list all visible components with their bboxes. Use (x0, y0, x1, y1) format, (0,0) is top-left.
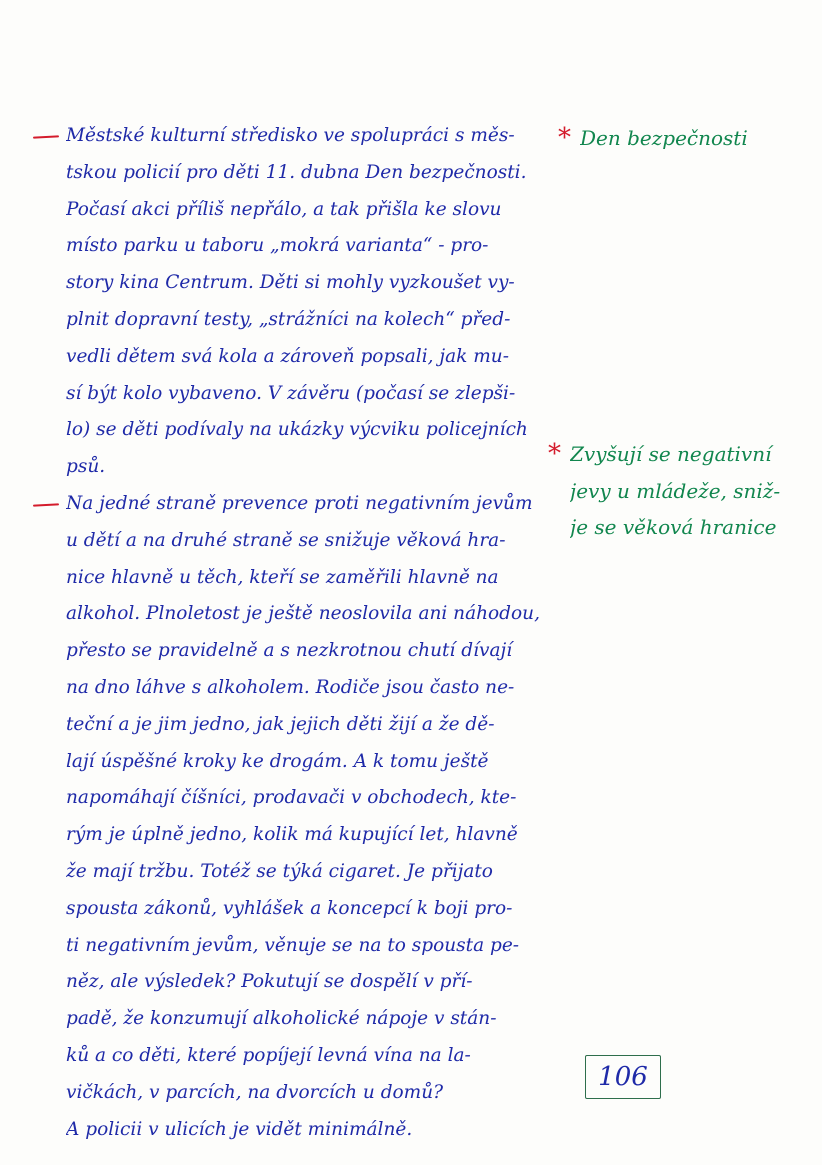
text-line: padě, že konzumují alkoholické nápoje v stán- (66, 1008, 497, 1030)
text-line: napomáhají číšníci, prodavači v obchodech, kte- (66, 787, 517, 809)
text-line: sí být kolo vybaveno. V závěru (počasí se zlepši- (66, 382, 516, 404)
margin-note-line: jevy u mládeže, sniž- (570, 478, 781, 503)
text-line: přesto se pravidelně a s nezkrotnou chutí dívají (66, 640, 513, 662)
text-line: tskou policií pro děti 11. dubna Den bezpečnosti. (66, 161, 527, 183)
text-line: lají úspěšné kroky ke drogám. A k tomu ještě (66, 750, 489, 772)
paragraph-marker-dash (33, 503, 59, 506)
text-line: story kina Centrum. Děti si mohly vyzkoušet vy- (66, 272, 515, 294)
text-line: Na jedné straně prevence proti negativním jevům (66, 492, 533, 514)
text-line: vedli dětem svá kola a zároveň popsali, jak mu- (66, 345, 509, 367)
text-line: Městské kulturní středisko ve spolupráci s měs- (66, 125, 515, 146)
text-line: psů. (66, 456, 106, 478)
text-line: teční a je jim jedno, jak jejich děti žijí a že dě- (66, 713, 495, 735)
asterisk-icon: * (558, 123, 571, 153)
paragraph-negativni-jevy (66, 486, 561, 1148)
text-line: lo) se děti podívaly na ukázky výcviku policejních (66, 419, 528, 441)
asterisk-icon: * (548, 439, 561, 469)
text-line: u dětí a na druhé straně se snižuje věková hra- (66, 529, 506, 551)
text-line: ti negativním jevům, věnuje se na to spousta pe- (66, 934, 520, 956)
text-line: místo parku u taboru „mokrá varianta“ - pro- (66, 235, 489, 257)
text-line: plnit dopravní testy, „strážníci na kolech“ před- (66, 308, 511, 330)
main-text-block (66, 118, 561, 1148)
margin-note-vekova-hranice (548, 436, 781, 546)
text-line: A policii v ulicích je vidět minimálně. (66, 1118, 413, 1140)
text-line: něz, ale výsledek? Pokutují se dospělí v pří- (66, 971, 473, 993)
text-line: že mají tržbu. Totéž se týká cigaret. Je přijato (66, 860, 493, 882)
text-line: rým je úplně jedno, kolik má kupující let, hlavně (66, 824, 518, 846)
margin-note-den-bezpecnosti (558, 120, 748, 157)
paragraph-marker-dash (33, 135, 59, 138)
text-line: alkohol. Plnoletost je ještě neoslovila ani náhodou, (66, 603, 540, 625)
text-line: nice hlavně u těch, kteří se zaměřili hlavně na (66, 566, 499, 588)
margin-note-line: Zvyšují se negativní (570, 442, 772, 466)
text-line: Počasí akci příliš nepřálo, a tak přišla ke slovu (66, 198, 502, 220)
text-line: vičkách, v parcích, na dvorcích u domů? (66, 1081, 444, 1103)
text-line: spousta zákonů, vyhlášek a koncepcí k boji pro- (66, 897, 513, 919)
paragraph-den-bezpecnosti (66, 118, 561, 486)
text-line: ků a co děti, které popíjejí levná vína na la- (66, 1044, 471, 1066)
margin-note-line: Den bezpečnosti (580, 126, 748, 150)
page-number: 106 (585, 1055, 661, 1099)
margin-note-line: je se věková hranice (570, 515, 777, 539)
text-line: na dno láhve s alkoholem. Rodiče jsou často ne- (66, 676, 515, 698)
